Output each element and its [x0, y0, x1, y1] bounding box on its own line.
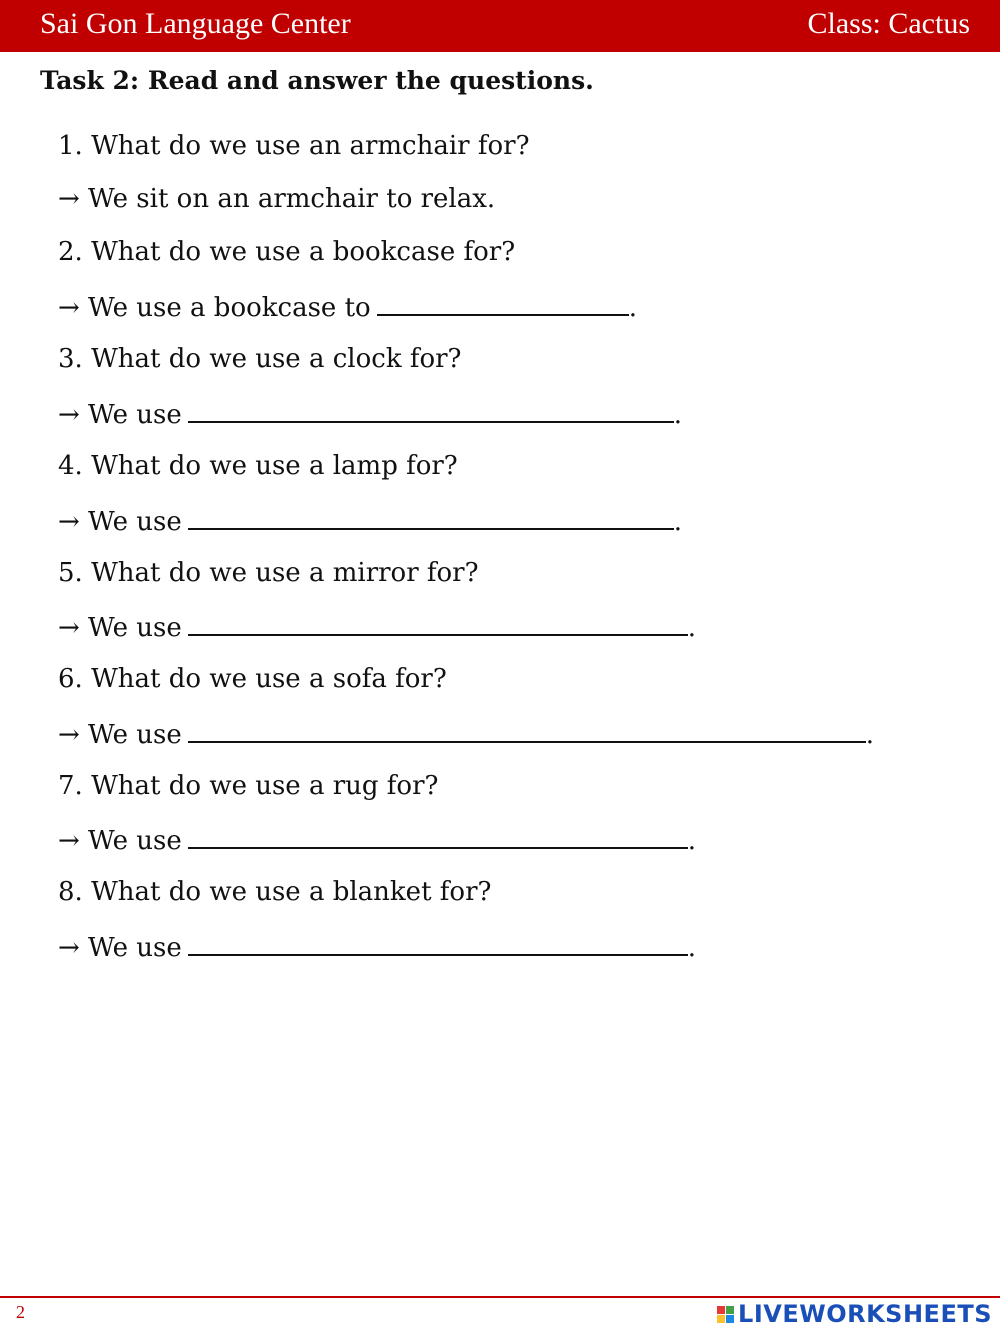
task-title: Task 2: Read and answer the questions.: [40, 66, 594, 95]
answer-8: → We use .: [58, 928, 696, 966]
answer-blank-5[interactable]: [188, 608, 688, 636]
answer-blank-3[interactable]: [188, 395, 674, 423]
liveworksheets-logo: [717, 1300, 992, 1328]
center-name: Sai Gon Language Center: [40, 7, 351, 40]
answer-blank-7[interactable]: [188, 821, 688, 849]
question-4: 4. What do we use a lamp for?: [58, 451, 458, 481]
logo-blocks-icon: [717, 1306, 734, 1323]
answer-blank-8[interactable]: [188, 928, 688, 956]
footer-divider: [0, 1296, 1000, 1298]
class-name: Class: Cactus: [807, 7, 970, 40]
question-7: 7. What do we use a rug for?: [58, 771, 439, 801]
answer-6: → We use .: [58, 715, 874, 753]
answer-2: → We use a bookcase to .: [58, 288, 637, 326]
question-2: 2. What do we use a bookcase for?: [58, 237, 516, 267]
page-number: 2: [16, 1302, 25, 1322]
answer-blank-6[interactable]: [188, 715, 866, 743]
answer-5: → We use .: [58, 608, 696, 646]
answer-4: → We use .: [58, 502, 682, 540]
question-6: 6. What do we use a sofa for?: [58, 664, 447, 694]
question-5: 5. What do we use a mirror for?: [58, 558, 479, 588]
answer-1: → We sit on an armchair to relax.: [58, 184, 496, 214]
answer-blank-4[interactable]: [188, 502, 674, 530]
answer-blank-2[interactable]: [377, 288, 629, 316]
question-8: 8. What do we use a blanket for?: [58, 877, 492, 907]
question-1: 1. What do we use an armchair for?: [58, 131, 530, 161]
answer-3: → We use .: [58, 395, 682, 433]
logo-text: LIVEWORKSHEETS: [738, 1300, 992, 1328]
question-3: 3. What do we use a clock for?: [58, 344, 462, 374]
page-header: [0, 0, 1000, 52]
answer-7: → We use .: [58, 821, 696, 859]
